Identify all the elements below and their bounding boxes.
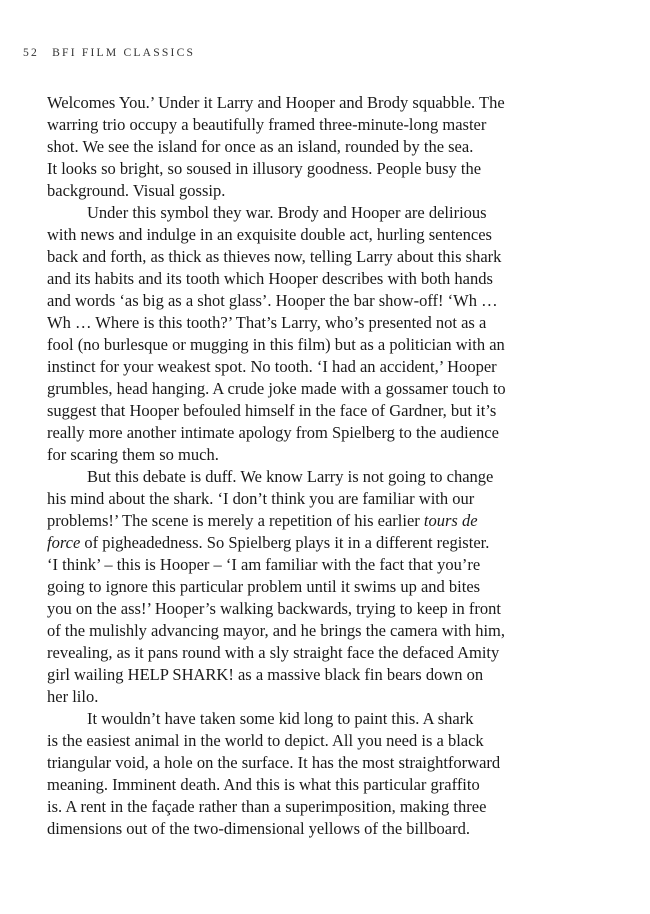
text-run: background. Visual gossip. <box>47 181 226 200</box>
text-line <box>47 774 647 796</box>
text-line <box>47 378 647 400</box>
text-run: going to ignore this particular problem until it swims up and bites <box>47 577 481 596</box>
paragraph <box>47 92 647 202</box>
text-run: But this debate is duff. We know Larry is not going to change <box>87 467 494 486</box>
text-line <box>47 598 647 620</box>
text-line <box>47 290 647 312</box>
text-line <box>47 224 647 246</box>
text-run: Wh … Where is this tooth?’ That’s Larry, who’s presented not as a <box>47 313 487 332</box>
text-run: warring trio occupy a beautifully framed three-minute-long master <box>47 115 487 134</box>
series-title: BFI FILM CLASSICS <box>52 46 196 59</box>
text-run: meaning. Imminent death. And this is what this particular graffito <box>47 775 480 794</box>
text-line <box>47 664 647 686</box>
text-run: Welcomes You.’ Under it Larry and Hooper and Brody squabble. The <box>47 93 505 112</box>
text-line <box>47 246 647 268</box>
text-line <box>47 554 647 576</box>
text-line <box>47 444 647 466</box>
text-line <box>47 620 647 642</box>
text-run: girl wailing HELP SHARK! as a massive black fin bears down on <box>47 665 484 684</box>
text-run: for scaring them so much. <box>47 445 219 464</box>
text-line <box>47 356 647 378</box>
text-run: It wouldn’t have taken some kid long to paint this. A shark <box>87 709 474 728</box>
text-line <box>47 642 647 664</box>
text-run: of the mulishly advancing mayor, and he brings the camera with him, <box>47 621 506 640</box>
text-line <box>47 312 647 334</box>
body-text <box>47 92 647 840</box>
paragraph <box>47 708 647 840</box>
text-line <box>47 268 647 290</box>
text-line <box>47 114 647 136</box>
italic-run: force <box>47 533 81 552</box>
text-run: grumbles, head hanging. A crude joke made with a gossamer touch to <box>47 379 506 398</box>
text-run: and its habits and its tooth which Hooper describes with both hands <box>47 269 493 288</box>
page-number: 52 <box>23 46 39 59</box>
text-line <box>47 158 647 180</box>
text-run: is the easiest animal in the world to depict. All you need is a black <box>47 731 484 750</box>
text-run: you on the ass!’ Hooper’s walking backwards, trying to keep in front <box>47 599 501 618</box>
text-run: really more another intimate apology from Spielberg to the audience <box>47 423 499 442</box>
running-head <box>23 46 195 59</box>
text-run: is. A rent in the façade rather than a superimposition, making three <box>47 797 487 816</box>
text-run: Under this symbol they war. Brody and Hooper are delirious <box>87 203 487 222</box>
text-line <box>47 180 647 202</box>
text-run: problems!’ The scene is merely a repetition of his earlier <box>47 511 424 530</box>
text-line <box>47 400 647 422</box>
text-line <box>47 532 647 554</box>
text-line <box>47 136 647 158</box>
text-run: with news and indulge in an exquisite double act, hurling sentences <box>47 225 492 244</box>
text-line <box>47 576 647 598</box>
text-run: suggest that Hooper befouled himself in the face of Gardner, but it’s <box>47 401 497 420</box>
paragraph <box>47 202 647 466</box>
text-line <box>47 510 647 532</box>
text-line <box>47 796 647 818</box>
text-run: his mind about the shark. ‘I don’t think you are familiar with our <box>47 489 475 508</box>
text-run: shot. We see the island for once as an island, rounded by the sea. <box>47 137 474 156</box>
text-run: ‘I think’ – this is Hooper – ‘I am familiar with the fact that you’re <box>47 555 481 574</box>
text-line <box>47 708 647 730</box>
text-line <box>47 92 647 114</box>
text-line <box>47 686 647 708</box>
text-run: her lilo. <box>47 687 99 706</box>
paragraph <box>47 466 647 708</box>
text-line <box>47 334 647 356</box>
text-run: fool (no burlesque or mugging in this film) but as a politician with an <box>47 335 505 354</box>
text-run: dimensions out of the two-dimensional yellows of the billboard. <box>47 819 470 838</box>
text-run: instinct for your weakest spot. No tooth. ‘I had an accident,’ Hooper <box>47 357 497 376</box>
text-run: back and forth, as thick as thieves now, telling Larry about this shark <box>47 247 502 266</box>
text-line <box>47 422 647 444</box>
text-run: and words ‘as big as a shot glass’. Hooper the bar show-off! ‘Wh … <box>47 291 498 310</box>
text-line <box>47 202 647 224</box>
text-run: triangular void, a hole on the surface. It has the most straightforward <box>47 753 501 772</box>
text-line <box>47 730 647 752</box>
text-run: It looks so bright, so soused in illusory goodness. People busy the <box>47 159 482 178</box>
text-line <box>47 466 647 488</box>
text-run: of pigheadedness. So Spielberg plays it in a different register. <box>80 533 490 552</box>
text-line <box>47 752 647 774</box>
italic-run: tours de <box>423 511 478 530</box>
text-run: revealing, as it pans round with a sly straight face the defaced Amity <box>47 643 500 662</box>
text-line <box>47 488 647 510</box>
text-line <box>47 818 647 840</box>
